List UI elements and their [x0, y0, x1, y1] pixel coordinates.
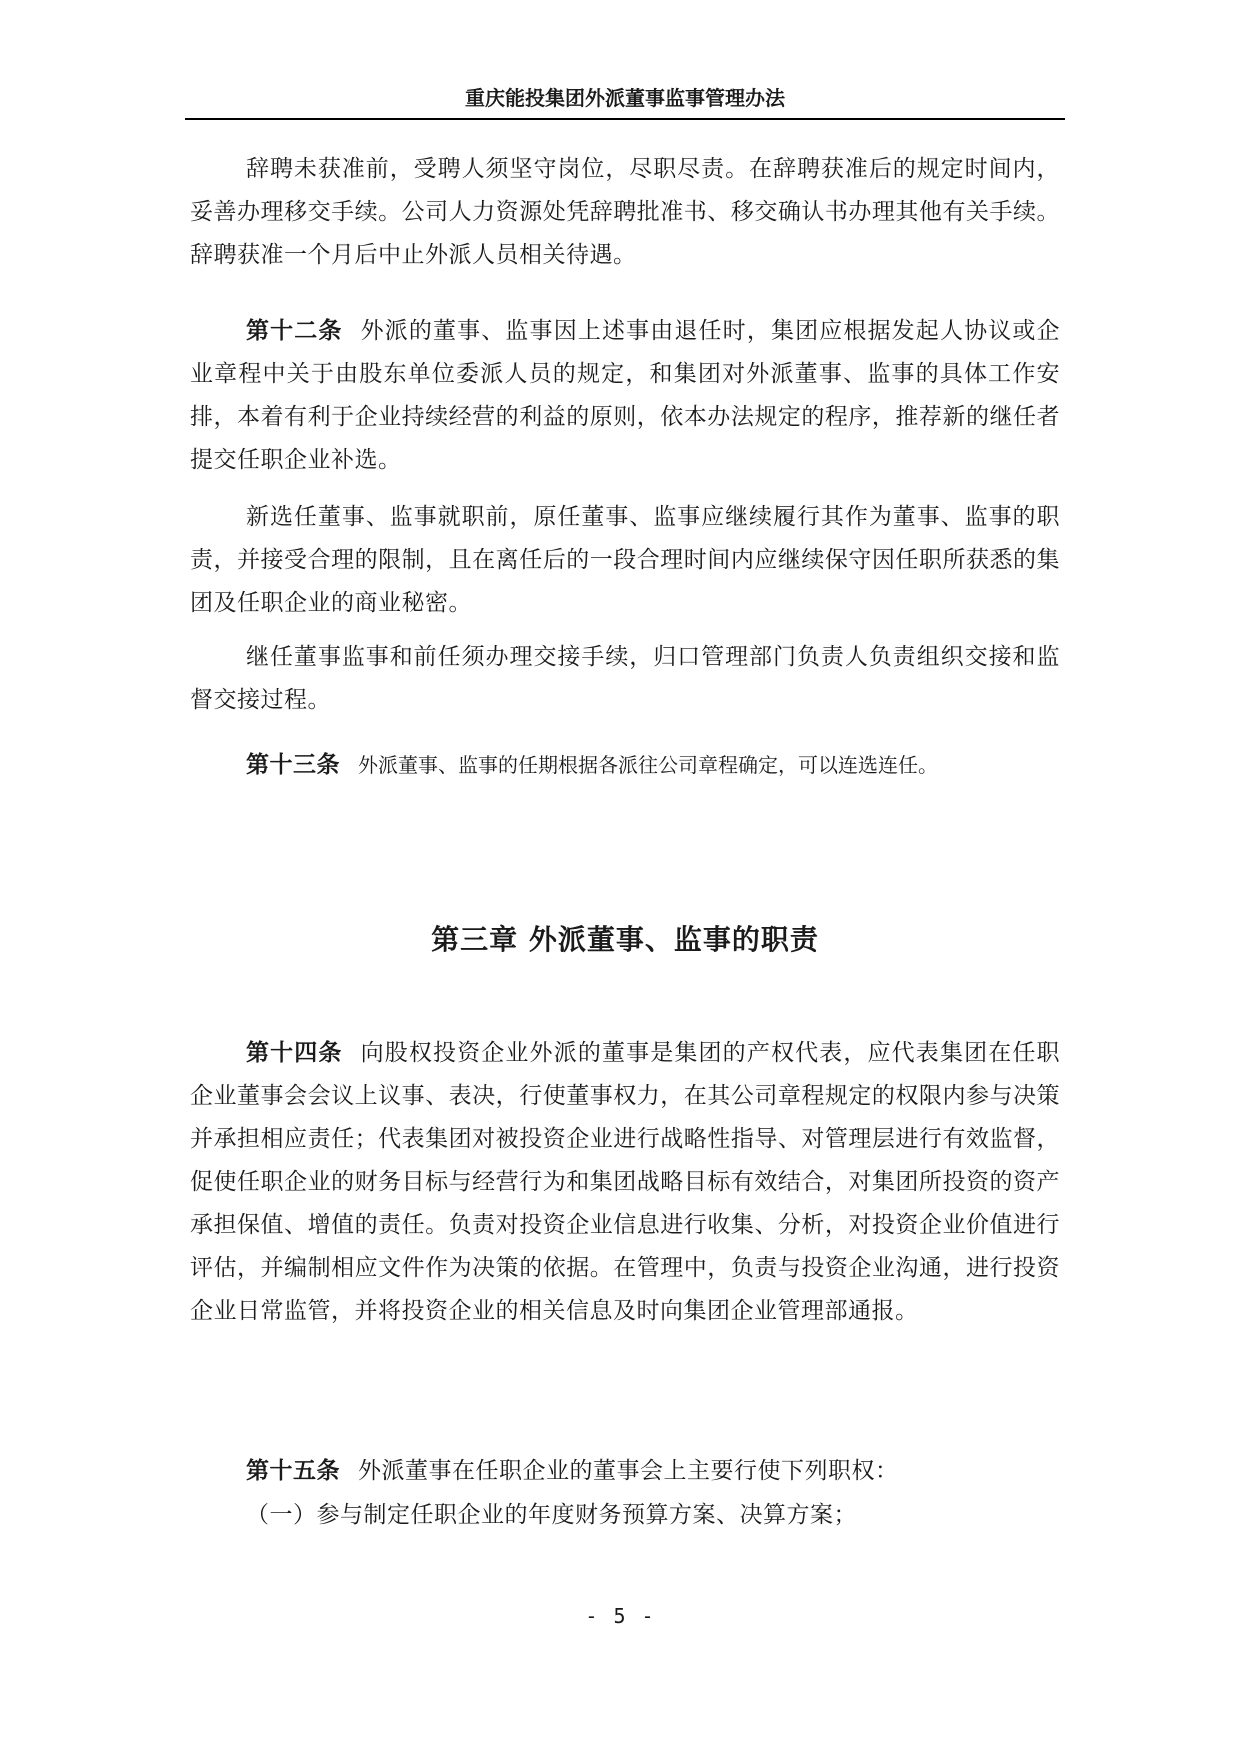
- article-14: [190, 1032, 1060, 1333]
- paragraph-resignation: 辞聘未获准前，受聘人须坚守岗位，尽职尽责。在辞聘获准后的规定时间内，妥善办理移交手续。公司人力资源处凭辞聘批准书、移交确认书办理其他有关手续。辞聘获准一个月后中止外派人员相关待遇。: [190, 156, 1060, 268]
- paragraph-handover: 继任董事监事和前任须办理交接手续，归口管理部门负责人负责组织交接和监督交接过程。: [190, 644, 1060, 713]
- article-13-text: 外派董事、监事的任期根据各派往公司章程确定，可以连选连任。: [358, 753, 938, 777]
- chapter-3-title: 第三章 外派董事、监事的职责: [431, 923, 819, 956]
- article-12: [190, 310, 1060, 482]
- article-15-item-1: （一）参与制定任职企业的年度财务预算方案、决算方案；: [246, 1502, 857, 1528]
- article-12-label: 第十二条: [246, 318, 343, 344]
- article-13: [190, 744, 1060, 787]
- article-13-label: 第十三条: [246, 752, 340, 778]
- article-15-label: 第十五条: [246, 1458, 340, 1484]
- paragraph-successor-duties: 新选任董事、监事就职前，原任董事、监事应继续履行其作为董事、监事的职责，并接受合理的限制，且在离任后的一段合理时间内应继续保守因任职所获悉的集团及任职企业的商业秘密。: [190, 504, 1060, 616]
- article-12-text: 外派的董事、监事因上述事由退任时，集团应根据发起人协议或企业章程中关于由股东单位委派人员的规定，和集团对外派董事、监事的具体工作安排，本着有利于企业持续经营的利益的原则，依本办法规定的程序，推荐新的继任者提交任职企业补选。: [190, 318, 1060, 473]
- article-14-text: 向股权投资企业外派的董事是集团的产权代表，应代表集团在任职企业董事会会议上议事、表决，行使董事权力，在其公司章程规定的权限内参与决策并承担相应责任；代表集团对被投资企业进行战略性指导、对管理层进行有效监督，促使任职企业的财务目标与经营行为和集团战略目标有效结合，对集团所投资的资产承担保值、增值的责任。负责对投资企业信息进行收集、分析，对投资企业价值进行评估，并编制相应文件作为决策的依据。在管理中，负责与投资企业沟通，进行投资企业日常监管，并将投资企业的相关信息及时向集团企业管理部通报。: [190, 1040, 1060, 1324]
- document-header-title: 重庆能投集团外派董事监事管理办法: [465, 86, 785, 110]
- article-15: [190, 1450, 1060, 1493]
- header-divider: [185, 118, 1065, 120]
- page-number: - 5 -: [585, 1604, 656, 1628]
- article-15-text: 外派董事在任职企业的董事会上主要行使下列职权：: [358, 1458, 899, 1484]
- article-14-label: 第十四条: [246, 1040, 343, 1066]
